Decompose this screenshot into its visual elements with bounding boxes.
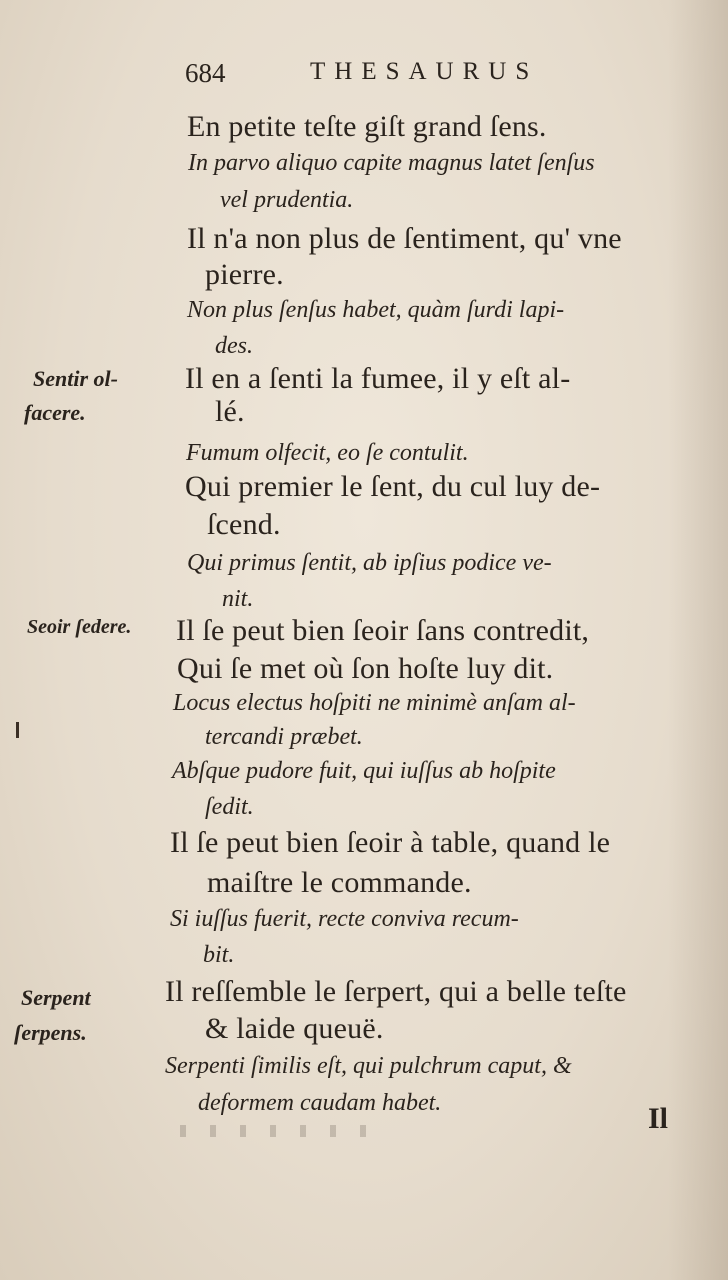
margin-note: facere.: [24, 400, 86, 425]
page-number: 684: [185, 58, 226, 88]
text-line: deformem caudam habet.: [198, 1090, 442, 1116]
text-line: Il en a ſenti la fumee, il y eſt al-: [185, 362, 571, 395]
text-line: Il ſe peut bien ſeoir ſans contredit,: [176, 614, 590, 647]
text-line: pierre.: [205, 258, 284, 291]
text-line: tercandi præbet.: [205, 724, 363, 750]
page-edge-shadow: [668, 0, 728, 1280]
show-through-bleed: [180, 1125, 380, 1137]
text-line: Qui ſe met où ſon hoſte luy dit.: [177, 652, 554, 685]
text-line: Il ſe peut bien ſeoir à table, quand le: [170, 826, 611, 859]
text-line: Qui primus ſentit, ab ipſius podice ve-: [187, 550, 552, 576]
text-line: In parvo aliquo capite magnus latet ſenſus: [188, 150, 595, 176]
catchword: Il: [648, 1102, 669, 1135]
margin-note: Serpent: [21, 985, 91, 1010]
text-line: vel prudentia.: [220, 187, 354, 213]
page-header: [185, 58, 615, 98]
text-line: Abſque pudore fuit, qui iuſſus ab hoſpite: [172, 758, 556, 784]
text-line: & laide queuë.: [205, 1012, 384, 1045]
text-line: ſedit.: [205, 794, 254, 820]
margin-note: Seoir ſedere.: [27, 616, 132, 638]
text-line: Fumum olfecit, eo ſe contulit.: [186, 440, 469, 466]
text-line: des.: [215, 333, 253, 359]
running-title: THESAURUS: [310, 58, 539, 85]
text-line: nit.: [222, 586, 254, 612]
text-line: Si iuſſus fuerit, recte conviva recum-: [170, 906, 519, 932]
text-line: maiſtre le commande.: [207, 866, 472, 899]
text-line: Qui premier le ſent, du cul luy de-: [185, 470, 601, 503]
text-line: Il reſſemble le ſerpert, qui a belle teſte: [165, 975, 627, 1008]
text-line: ſcend.: [207, 508, 281, 541]
margin-note: Sentir ol-: [33, 366, 118, 391]
text-line: Non plus ſenſus habet, quàm ſurdi lapi-: [187, 297, 565, 323]
text-line: lé.: [215, 395, 245, 428]
ink-mark: [16, 722, 19, 738]
text-line: Locus electus hoſpiti ne minimè anſam al-: [173, 690, 576, 716]
text-line: bit.: [203, 942, 235, 968]
text-line: En petite teſte giſt grand ſens.: [187, 110, 547, 143]
text-line: Serpenti ſimilis eſt, qui pulchrum caput, &: [165, 1053, 572, 1079]
text-line: Il n'a non plus de ſentiment, qu' vne: [187, 222, 622, 255]
margin-note: ſerpens.: [14, 1020, 87, 1045]
